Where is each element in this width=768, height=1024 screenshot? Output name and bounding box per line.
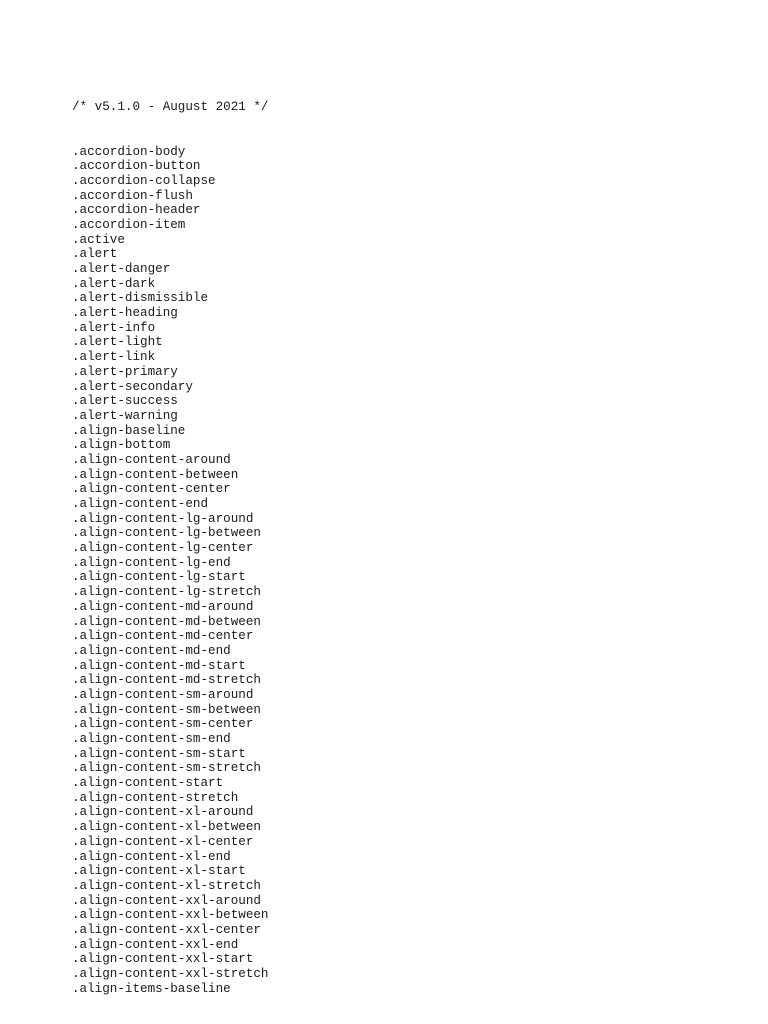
- class-name-line: .align-content-xl-between: [72, 820, 261, 835]
- class-name-line: .align-content-sm-around: [72, 687, 254, 702]
- class-name-line: .align-content-xl-start: [72, 864, 246, 879]
- class-name-line: .alert-light: [72, 335, 163, 350]
- class-name-line: .alert-secondary: [72, 379, 193, 394]
- class-name-line: .align-content-md-stretch: [72, 673, 261, 688]
- class-name-line: .align-content-md-between: [72, 614, 261, 629]
- class-name-line: .align-content-sm-between: [72, 702, 261, 717]
- class-name-line: .align-content-end: [72, 497, 209, 511]
- class-name-line: .align-content-xxl-end: [72, 937, 239, 952]
- class-name-line: .accordion-button: [72, 159, 201, 174]
- class-name-line: .accordion-item: [72, 217, 186, 232]
- class-name-line: .alert-primary: [72, 364, 178, 379]
- class-name-line: .align-content-sm-center: [72, 717, 254, 732]
- class-name-line: .alert-danger: [72, 262, 171, 276]
- class-name-line: .align-content-xl-center: [72, 834, 254, 849]
- class-name-line: .align-content-stretch: [72, 790, 239, 805]
- class-name-listing: [72, 71, 269, 996]
- class-name-line: .alert-link: [72, 350, 156, 365]
- class-name-line: .align-content-sm-stretch: [72, 761, 261, 776]
- class-name-line: .accordion-body: [72, 144, 186, 159]
- class-name-line: .accordion-flush: [72, 188, 193, 203]
- class-name-line: .align-content-sm-end: [72, 732, 231, 746]
- class-name-line: .alert: [72, 247, 118, 262]
- class-name-line: .align-baseline: [72, 423, 186, 438]
- class-name-line: .align-content-xxl-center: [72, 922, 261, 937]
- class-name-line: .active: [72, 232, 125, 247]
- class-name-line: .align-items-baseline: [72, 981, 231, 996]
- class-name-line: .align-content-lg-center: [72, 541, 254, 556]
- class-name-line: .align-content-center: [72, 482, 231, 497]
- class-name-line: .align-bottom: [72, 438, 171, 453]
- class-name-line: .align-content-lg-stretch: [72, 585, 261, 600]
- class-name-line: .alert-dismissible: [72, 291, 209, 306]
- class-name-line: .align-content-around: [72, 452, 231, 467]
- class-name-line: .align-content-xxl-stretch: [72, 967, 269, 981]
- class-name-line: .align-content-lg-around: [72, 511, 254, 526]
- class-name-line: .align-content-lg-start: [72, 570, 246, 585]
- class-name-line: .accordion-collapse: [72, 173, 216, 188]
- class-name-line: .alert-success: [72, 394, 178, 409]
- header-comment: /* v5.1.0 - August 2021 */: [72, 100, 269, 115]
- class-name-line: .align-content-lg-end: [72, 555, 231, 570]
- class-name-line: .alert-warning: [72, 408, 178, 423]
- class-name-line: .align-content-lg-between: [72, 526, 261, 541]
- class-name-line: .accordion-header: [72, 203, 201, 218]
- class-name-line: .align-content-start: [72, 776, 224, 791]
- class-name-line: .align-content-xxl-around: [72, 893, 261, 908]
- class-name-line: .align-content-between: [72, 467, 239, 482]
- class-name-line: .align-content-xxl-start: [72, 952, 254, 967]
- class-name-line: .align-content-xl-end: [72, 849, 231, 864]
- class-name-line: .alert-dark: [72, 276, 156, 291]
- class-name-line: .alert-heading: [72, 306, 178, 321]
- class-name-line: .align-content-sm-start: [72, 746, 246, 761]
- class-name-line: .align-content-xl-around: [72, 805, 254, 820]
- class-name-line: .align-content-md-around: [72, 599, 254, 614]
- class-name-line: .alert-info: [72, 320, 156, 335]
- class-name-line: .align-content-md-end: [72, 643, 231, 658]
- class-name-line: .align-content-md-center: [72, 629, 254, 644]
- class-name-line: .align-content-xl-stretch: [72, 878, 261, 893]
- class-name-line: .align-content-xxl-between: [72, 908, 269, 923]
- class-name-line: .align-content-md-start: [72, 658, 246, 673]
